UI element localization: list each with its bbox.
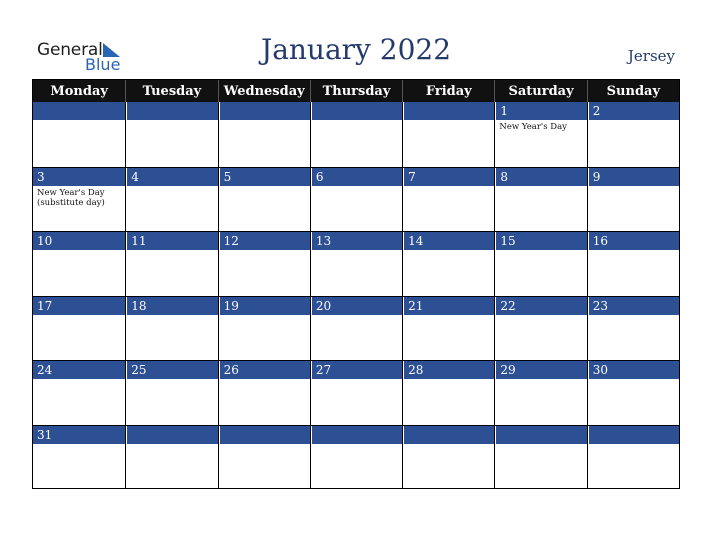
day-cell[interactable] xyxy=(310,167,402,232)
day-number: 2 xyxy=(588,102,679,120)
day-number: 17 xyxy=(33,297,125,315)
day-cell[interactable] xyxy=(402,360,494,425)
day-cell[interactable] xyxy=(218,360,310,425)
weekday-header: Tuesday xyxy=(125,80,217,102)
day-cell[interactable] xyxy=(310,425,402,490)
day-number: 21 xyxy=(403,297,494,315)
holiday-label xyxy=(495,250,586,254)
week-row xyxy=(33,296,679,361)
day-cell[interactable] xyxy=(125,360,217,425)
day-cell[interactable] xyxy=(587,425,679,490)
day-number: 4 xyxy=(126,168,217,186)
holiday-label xyxy=(311,186,402,190)
day-number xyxy=(403,102,494,120)
day-number: 19 xyxy=(219,297,310,315)
holiday-label xyxy=(495,186,586,190)
day-number: 13 xyxy=(311,232,402,250)
holiday-label xyxy=(219,120,310,124)
week-row xyxy=(33,360,679,425)
day-number xyxy=(126,426,217,444)
weekday-header: Monday xyxy=(50,83,108,99)
holiday-label xyxy=(403,379,494,383)
day-cell[interactable] xyxy=(587,167,679,232)
day-cell[interactable] xyxy=(218,425,310,490)
holiday-label xyxy=(403,250,494,254)
holiday-label xyxy=(403,315,494,319)
holiday-label xyxy=(126,120,217,124)
calendar-grid xyxy=(32,79,680,489)
week-row xyxy=(33,231,679,296)
holiday-label xyxy=(311,120,402,124)
day-cell[interactable] xyxy=(218,167,310,232)
day-number: 3 xyxy=(33,168,125,186)
day-number: 6 xyxy=(311,168,402,186)
week-row xyxy=(33,425,679,490)
day-number: 10 xyxy=(33,232,125,250)
holiday-label xyxy=(495,379,586,383)
weeks-container xyxy=(33,102,679,489)
day-number xyxy=(126,102,217,120)
day-number xyxy=(219,426,310,444)
day-number: 24 xyxy=(33,361,125,379)
day-cell[interactable] xyxy=(125,296,217,361)
holiday-label xyxy=(495,444,586,448)
day-cell[interactable] xyxy=(310,296,402,361)
holiday-label xyxy=(403,444,494,448)
holiday-label xyxy=(403,120,494,124)
day-cell[interactable] xyxy=(125,425,217,490)
day-number: 9 xyxy=(588,168,679,186)
day-cell[interactable] xyxy=(494,296,586,361)
day-cell[interactable] xyxy=(402,425,494,490)
day-cell[interactable] xyxy=(218,231,310,296)
weekday-header-row xyxy=(33,80,679,102)
holiday-label xyxy=(33,444,125,448)
day-number xyxy=(495,426,586,444)
holiday-label xyxy=(588,120,679,124)
holiday-label xyxy=(588,186,679,190)
holiday-label xyxy=(588,379,679,383)
day-number xyxy=(311,426,402,444)
day-cell[interactable] xyxy=(587,296,679,361)
holiday-label xyxy=(403,186,494,190)
day-cell[interactable] xyxy=(494,425,586,490)
holiday-label xyxy=(219,444,310,448)
day-number: 30 xyxy=(588,361,679,379)
day-cell[interactable] xyxy=(310,102,402,167)
week-row xyxy=(33,102,679,167)
day-cell[interactable] xyxy=(33,167,125,232)
day-cell[interactable] xyxy=(494,102,586,167)
holiday-label xyxy=(311,444,402,448)
holiday-label xyxy=(126,315,217,319)
holiday-label xyxy=(219,315,310,319)
day-cell[interactable] xyxy=(494,167,586,232)
holiday-label: New Year's Day (substitute day) xyxy=(37,187,105,208)
day-number: 7 xyxy=(403,168,494,186)
day-number xyxy=(311,102,402,120)
day-number: 28 xyxy=(403,361,494,379)
holiday-label xyxy=(588,315,679,319)
day-number: 29 xyxy=(495,361,586,379)
day-cell[interactable] xyxy=(33,231,125,296)
day-number: 1 xyxy=(495,102,586,120)
day-cell[interactable] xyxy=(587,360,679,425)
logo-text-general: General xyxy=(37,40,103,60)
holiday-label xyxy=(126,379,217,383)
holiday-label xyxy=(33,315,125,319)
weekday-header: Friday xyxy=(402,80,494,102)
day-cell[interactable] xyxy=(402,102,494,167)
holiday-label xyxy=(588,444,679,448)
day-number: 23 xyxy=(588,297,679,315)
day-cell[interactable] xyxy=(587,102,679,167)
weekday-header: Thursday xyxy=(310,80,402,102)
holiday-label xyxy=(311,250,402,254)
day-number: 15 xyxy=(495,232,586,250)
day-cell[interactable] xyxy=(402,231,494,296)
day-number: 8 xyxy=(495,168,586,186)
day-number: 11 xyxy=(126,232,217,250)
weekday-header: Saturday xyxy=(494,80,586,102)
day-cell[interactable] xyxy=(33,360,125,425)
holiday-label xyxy=(126,444,217,448)
day-number xyxy=(33,102,125,120)
day-number xyxy=(403,426,494,444)
holiday-label xyxy=(219,250,310,254)
holiday-label xyxy=(219,186,310,190)
holiday-label: New Year's Day xyxy=(499,122,567,132)
day-number: 26 xyxy=(219,361,310,379)
day-number: 18 xyxy=(126,297,217,315)
day-number: 14 xyxy=(403,232,494,250)
day-number: 20 xyxy=(311,297,402,315)
day-cell[interactable] xyxy=(310,360,402,425)
day-number: 16 xyxy=(588,232,679,250)
day-cell[interactable] xyxy=(218,296,310,361)
day-number: 5 xyxy=(219,168,310,186)
holiday-label xyxy=(33,120,125,124)
holiday-label xyxy=(311,315,402,319)
day-number xyxy=(219,102,310,120)
weekday-header: Wednesday xyxy=(218,80,310,102)
day-cell[interactable] xyxy=(494,231,586,296)
holiday-label xyxy=(219,379,310,383)
day-number: 25 xyxy=(126,361,217,379)
day-number: 27 xyxy=(311,361,402,379)
day-cell[interactable] xyxy=(494,360,586,425)
day-number: 12 xyxy=(219,232,310,250)
holiday-label xyxy=(126,186,217,190)
holiday-label xyxy=(33,250,125,254)
holiday-label xyxy=(33,379,125,383)
region-label: Jersey xyxy=(627,47,675,65)
day-cell[interactable] xyxy=(125,231,217,296)
day-cell[interactable] xyxy=(402,167,494,232)
week-row xyxy=(33,167,679,232)
day-cell[interactable] xyxy=(587,231,679,296)
weekday-header: Sunday xyxy=(587,80,679,102)
logo-text-blue: Blue xyxy=(85,55,121,74)
holiday-label xyxy=(126,250,217,254)
day-number xyxy=(588,426,679,444)
holiday-label xyxy=(495,315,586,319)
holiday-label xyxy=(311,379,402,383)
day-cell[interactable] xyxy=(218,102,310,167)
day-cell[interactable] xyxy=(310,231,402,296)
holiday-label xyxy=(588,250,679,254)
day-cell[interactable] xyxy=(33,296,125,361)
day-cell[interactable] xyxy=(33,425,125,490)
day-number: 22 xyxy=(495,297,586,315)
day-cell[interactable] xyxy=(33,102,125,167)
day-cell[interactable] xyxy=(125,102,217,167)
page-title: January 2022 xyxy=(260,33,452,66)
day-number: 31 xyxy=(33,426,125,444)
day-cell[interactable] xyxy=(402,296,494,361)
day-cell[interactable] xyxy=(125,167,217,232)
